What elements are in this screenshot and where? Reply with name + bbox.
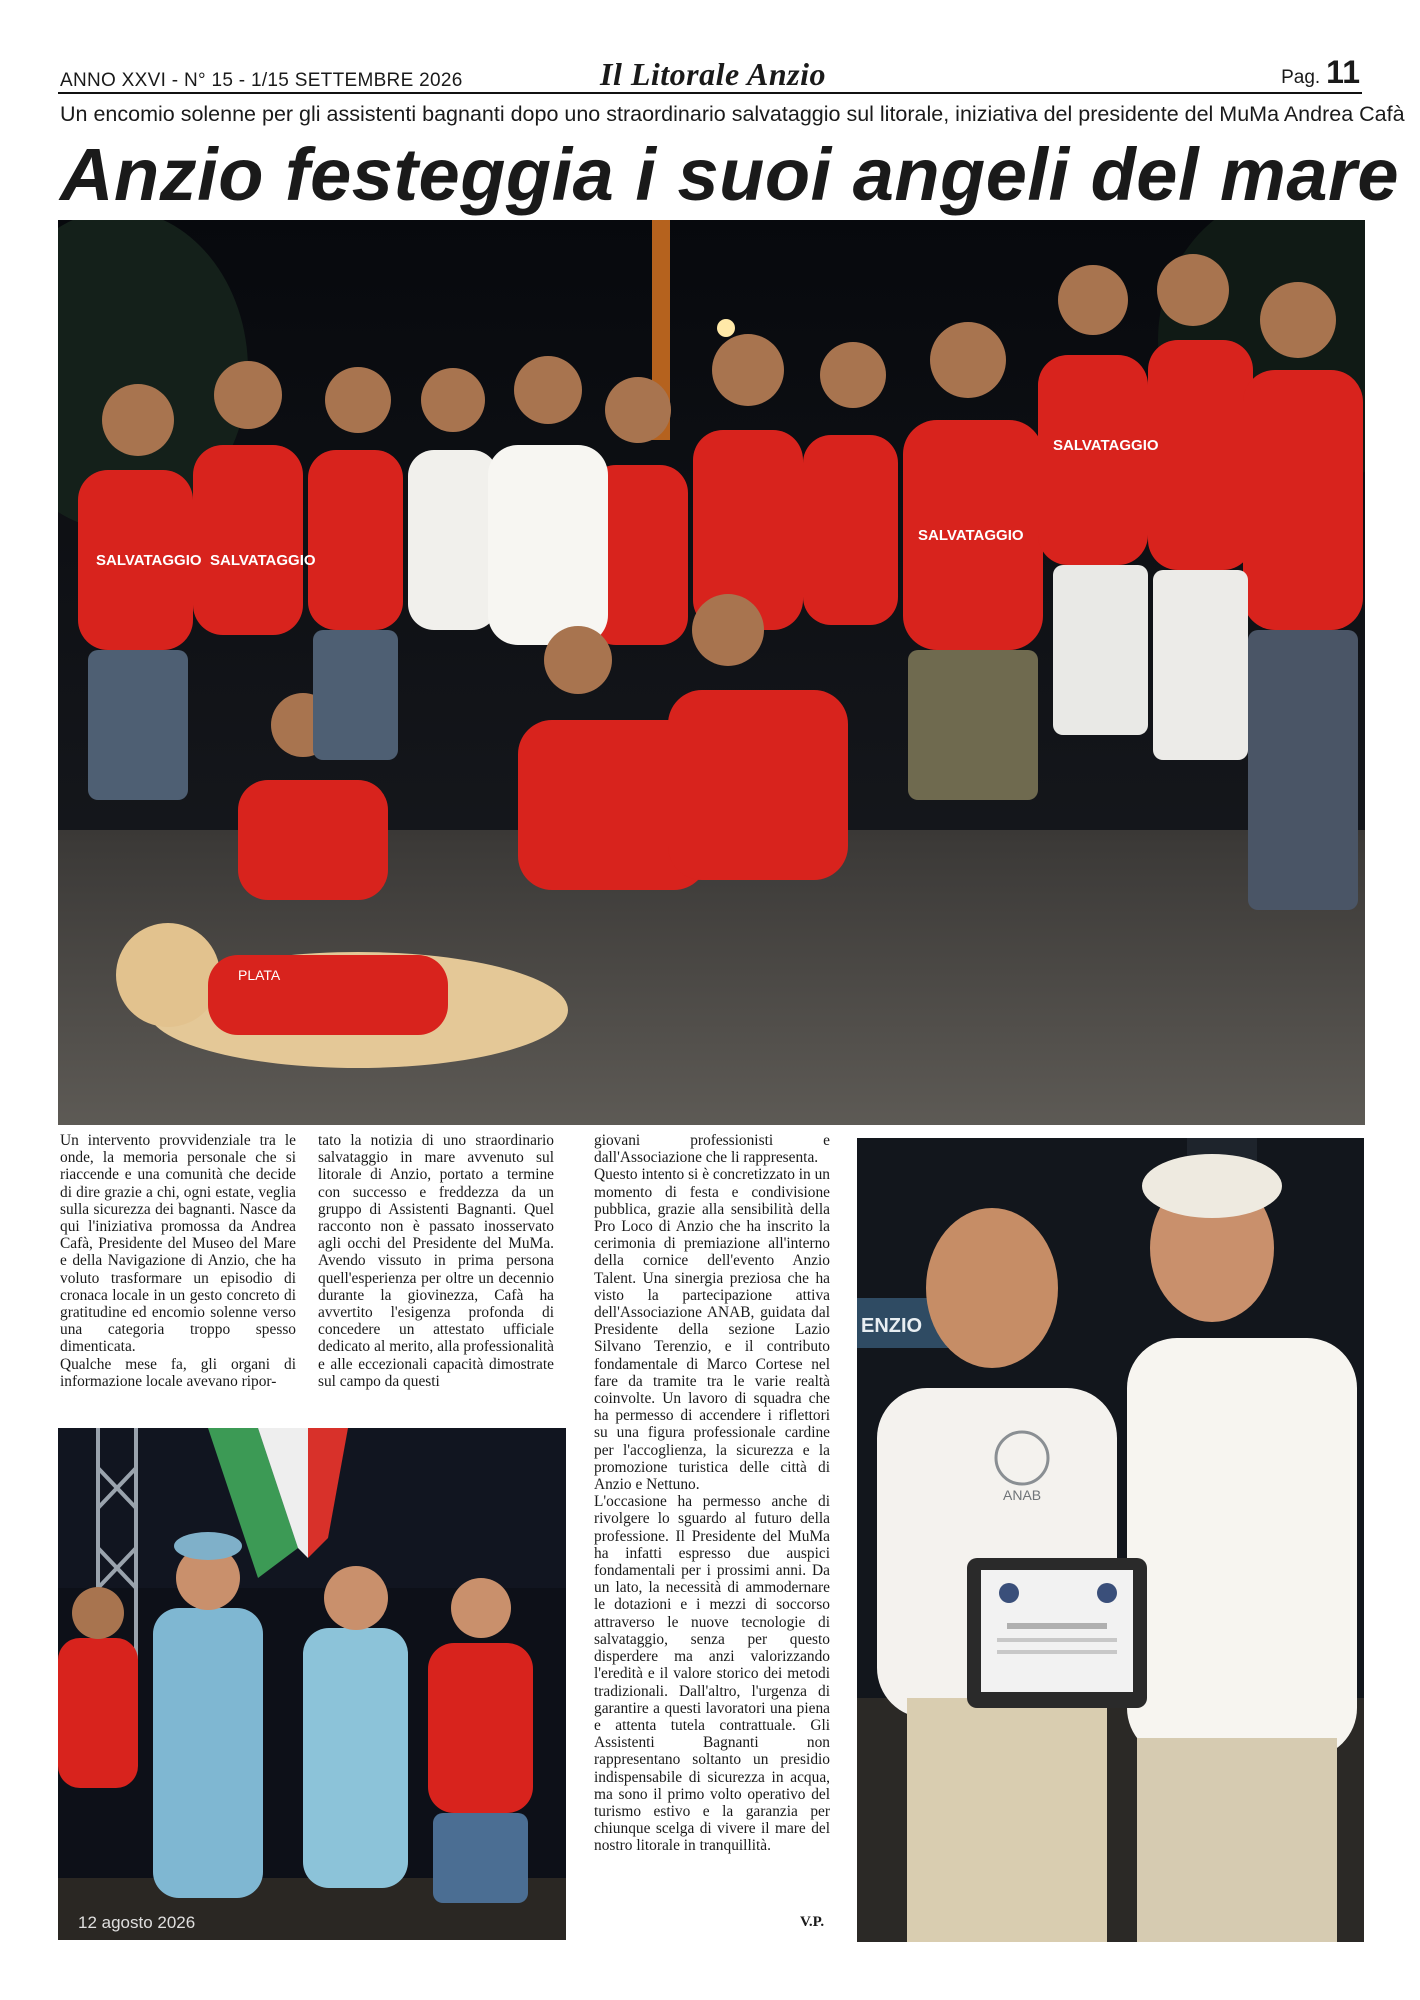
article-column-2 xyxy=(318,1132,554,1390)
shirt-text: SALVATAGGIO xyxy=(210,552,316,569)
article-headline: Anzio festeggia i suoi angeli del mare xyxy=(60,133,1399,216)
page-label xyxy=(1281,54,1360,91)
stage-photo-caption: 12 agosto 2026 xyxy=(78,1913,196,1932)
masthead: Il Litorale Anzio xyxy=(600,56,827,92)
group-photo xyxy=(58,220,1365,1125)
column-paragraph: giovani professionisti e dall'Associazione che li rappresenta. xyxy=(594,1132,830,1167)
author-signature: V.P. xyxy=(800,1914,825,1930)
page-word: Pag. xyxy=(1281,67,1321,88)
header-rule xyxy=(58,92,1362,94)
issue-info: ANNO XXVI - N° 15 - 1/15 SETTEMBRE 2026 xyxy=(60,70,463,91)
page-number: 11 xyxy=(1326,54,1360,90)
shirt-text: SALVATAGGIO xyxy=(918,527,1024,544)
stage-photo xyxy=(58,1428,566,1940)
column-paragraph: Un intervento provvidenziale tra le onde, la memoria personale che si riaccende e una comunità che decide di dire grazie a chi, ogni estate, veglia sulla sicurezza dei bagnanti. Nasce da qui l'iniziativa promossa da Andrea Cafà, Presidente del Museo del Mare e della Navigazione di Anzio, che ha voluto trasformare un episodio di cronaca locale in un gesto concreto di gratitudine ed encomio solenne verso una categoria troppo spesso dimenticata. xyxy=(60,1132,296,1356)
article-column-1 xyxy=(60,1132,296,1390)
column-paragraph: Questo intento si è concretizzato in un momento di festa e condivisione pubblica, grazie alla sensibilità della Pro Loco di Anzio che ha inscrito la cerimonia di premiazione all'interno della cornice dell'evento Anzio Talent. Una sinergia preziosa che ha visto la partecipazione attiva dell'Associazione ANAB, guidata dal Presidente della sezione Lazio Silvano Terenzio, e il contributo fondamentale di Marco Cortese nel fare da tramite tra le varie realtà coinvolte. Un lavoro di squadra che ha permesso di accendere i riflettori su una figura professionale cardine per l'accoglienza, la sicurezza e la promozione turistica delle città di Anzio e Nettuno. xyxy=(594,1166,830,1494)
article-subtitle: Un encomio solenne per gli assistenti bagnanti dopo uno straordinario salvataggio sul litorale, iniziativa del presidente del MuMa Andrea Cafà xyxy=(60,102,1405,126)
column-paragraph: L'occasione ha permesso anche di rivolgere lo sguardo al futuro della professione. Il Presidente del MuMa ha infatti espresso due auspici fondamentali per i prossimi anni. Da un lato, la necessità di ammodernare le dotazioni e i mezzi di soccorso attraverso le nuove tecnologie di salvataggio, senza per questo disperdere ma anzi valorizzando l'eredità e il valore storico dei metodi tradizionali. Dall'altro, l'urgenza di garantire a questi lavoratori una piena e attenta tutela contrattuale. Gli Assistenti Bagnanti non rappresentano soltanto un presidio indispensabile di sicurezza in acqua, ma sono il primo volto operativo del turismo estivo e la garanzia per chiunque scelga di vivere il mare del nostro litorale in tranquillità. xyxy=(594,1493,830,1855)
shirt-text: SALVATAGGIO xyxy=(96,552,202,569)
background-sign: ENZIO xyxy=(861,1315,923,1337)
column-paragraph: tato la notizia di uno straordinario salvataggio in mare avvenuto sul litorale di Anzio, portato a termine con successo e freddezza da un gruppo di Assistenti Bagnanti. Quel racconto non è passato inosservato agli occhi del Presidente del MuMa. Avendo vissuto in prima persona quell'esperienza per oltre un decennio durante la giovinezza, Cafà ha avvertito l'esigenza profonda di concedere un attestato ufficiale dedicato al merito, alla professionalità e alle eccezionali capacità dimostrate sul campo da questi xyxy=(318,1132,554,1390)
award-photo xyxy=(857,1138,1364,1942)
dog-vest-tag: PLATA xyxy=(238,967,281,983)
article-column-3 xyxy=(594,1132,830,1855)
shirt-text: SALVATAGGIO xyxy=(1053,437,1159,454)
shirt-logo: ANAB xyxy=(1003,1487,1042,1503)
column-paragraph: Qualche mese fa, gli organi di informazione locale avevano ripor- xyxy=(60,1355,296,1390)
